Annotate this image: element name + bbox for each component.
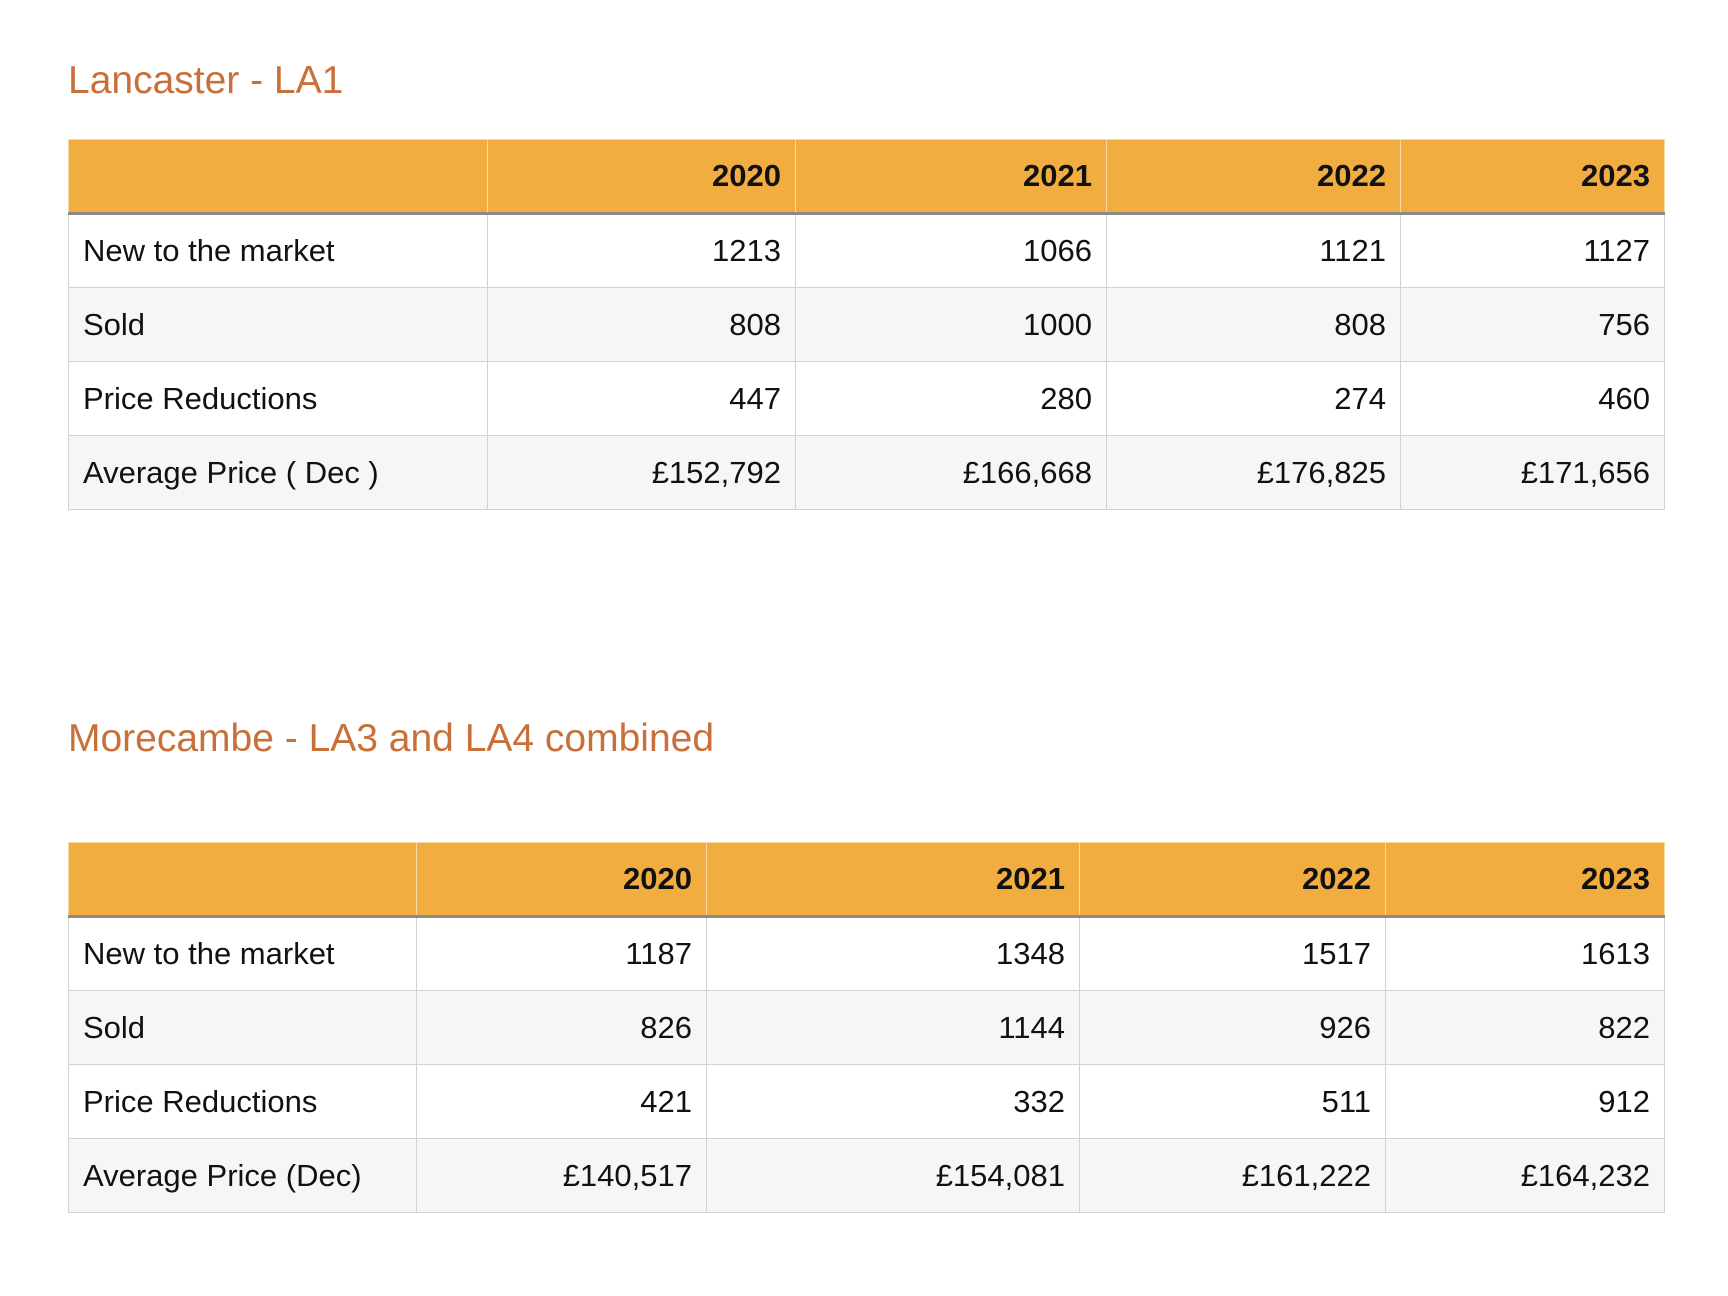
table-cell: 460 [1401,362,1665,436]
table-cell: 912 [1386,1065,1665,1139]
table-cell: 421 [417,1065,707,1139]
table-cell: £176,825 [1107,436,1401,510]
table-cell: £154,081 [707,1139,1080,1213]
table-cell: 808 [488,288,796,362]
table-cell: 1000 [796,288,1107,362]
table-cell: £161,222 [1080,1139,1386,1213]
table-cell: £171,656 [1401,436,1665,510]
table-cell: 808 [1107,288,1401,362]
column-header-2021: 2021 [707,843,1080,917]
table-row [69,917,1665,991]
table-cell: £166,668 [796,436,1107,510]
table-row [69,362,1665,436]
table-cell: 926 [1080,991,1386,1065]
table-cell: 1066 [796,214,1107,288]
column-header-empty [69,843,417,917]
table-cell: 280 [796,362,1107,436]
table-row [69,991,1665,1065]
lancaster-title: Lancaster - LA1 [68,59,344,102]
row-label: Price Reductions [69,362,488,436]
row-label: Average Price (Dec) [69,1139,417,1213]
table-row [69,1139,1665,1213]
table-cell: 1348 [707,917,1080,991]
table-row [69,436,1665,510]
table-row [69,288,1665,362]
row-label: Price Reductions [69,1065,417,1139]
column-header-2020: 2020 [417,843,707,917]
table-cell: 1144 [707,991,1080,1065]
row-label: Sold [69,991,417,1065]
table-cell: 1187 [417,917,707,991]
row-label: New to the market [69,214,488,288]
table-cell: 1127 [1401,214,1665,288]
row-label: Average Price ( Dec ) [69,436,488,510]
column-header-2020: 2020 [488,140,796,214]
table-row [69,214,1665,288]
row-label: New to the market [69,917,417,991]
table-header-row [69,843,1665,917]
table-header-row [69,140,1665,214]
table-cell: 1613 [1386,917,1665,991]
table-cell: 1121 [1107,214,1401,288]
table-cell: 756 [1401,288,1665,362]
table-cell: 1213 [488,214,796,288]
column-header-2023: 2023 [1401,140,1665,214]
column-header-empty [69,140,488,214]
morecambe-table [68,842,1665,1213]
table-cell: 511 [1080,1065,1386,1139]
table-row [69,1065,1665,1139]
column-header-2022: 2022 [1107,140,1401,214]
table-cell: 826 [417,991,707,1065]
column-header-2021: 2021 [796,140,1107,214]
column-header-2023: 2023 [1386,843,1665,917]
table-cell: £164,232 [1386,1139,1665,1213]
table-cell: 1517 [1080,917,1386,991]
table-cell: 332 [707,1065,1080,1139]
table-cell: 822 [1386,991,1665,1065]
morecambe-title: Morecambe - LA3 and LA4 combined [68,717,715,760]
table-cell: £152,792 [488,436,796,510]
lancaster-table [68,139,1665,510]
table-cell: 447 [488,362,796,436]
table-cell: £140,517 [417,1139,707,1213]
column-header-2022: 2022 [1080,843,1386,917]
table-cell: 274 [1107,362,1401,436]
row-label: Sold [69,288,488,362]
